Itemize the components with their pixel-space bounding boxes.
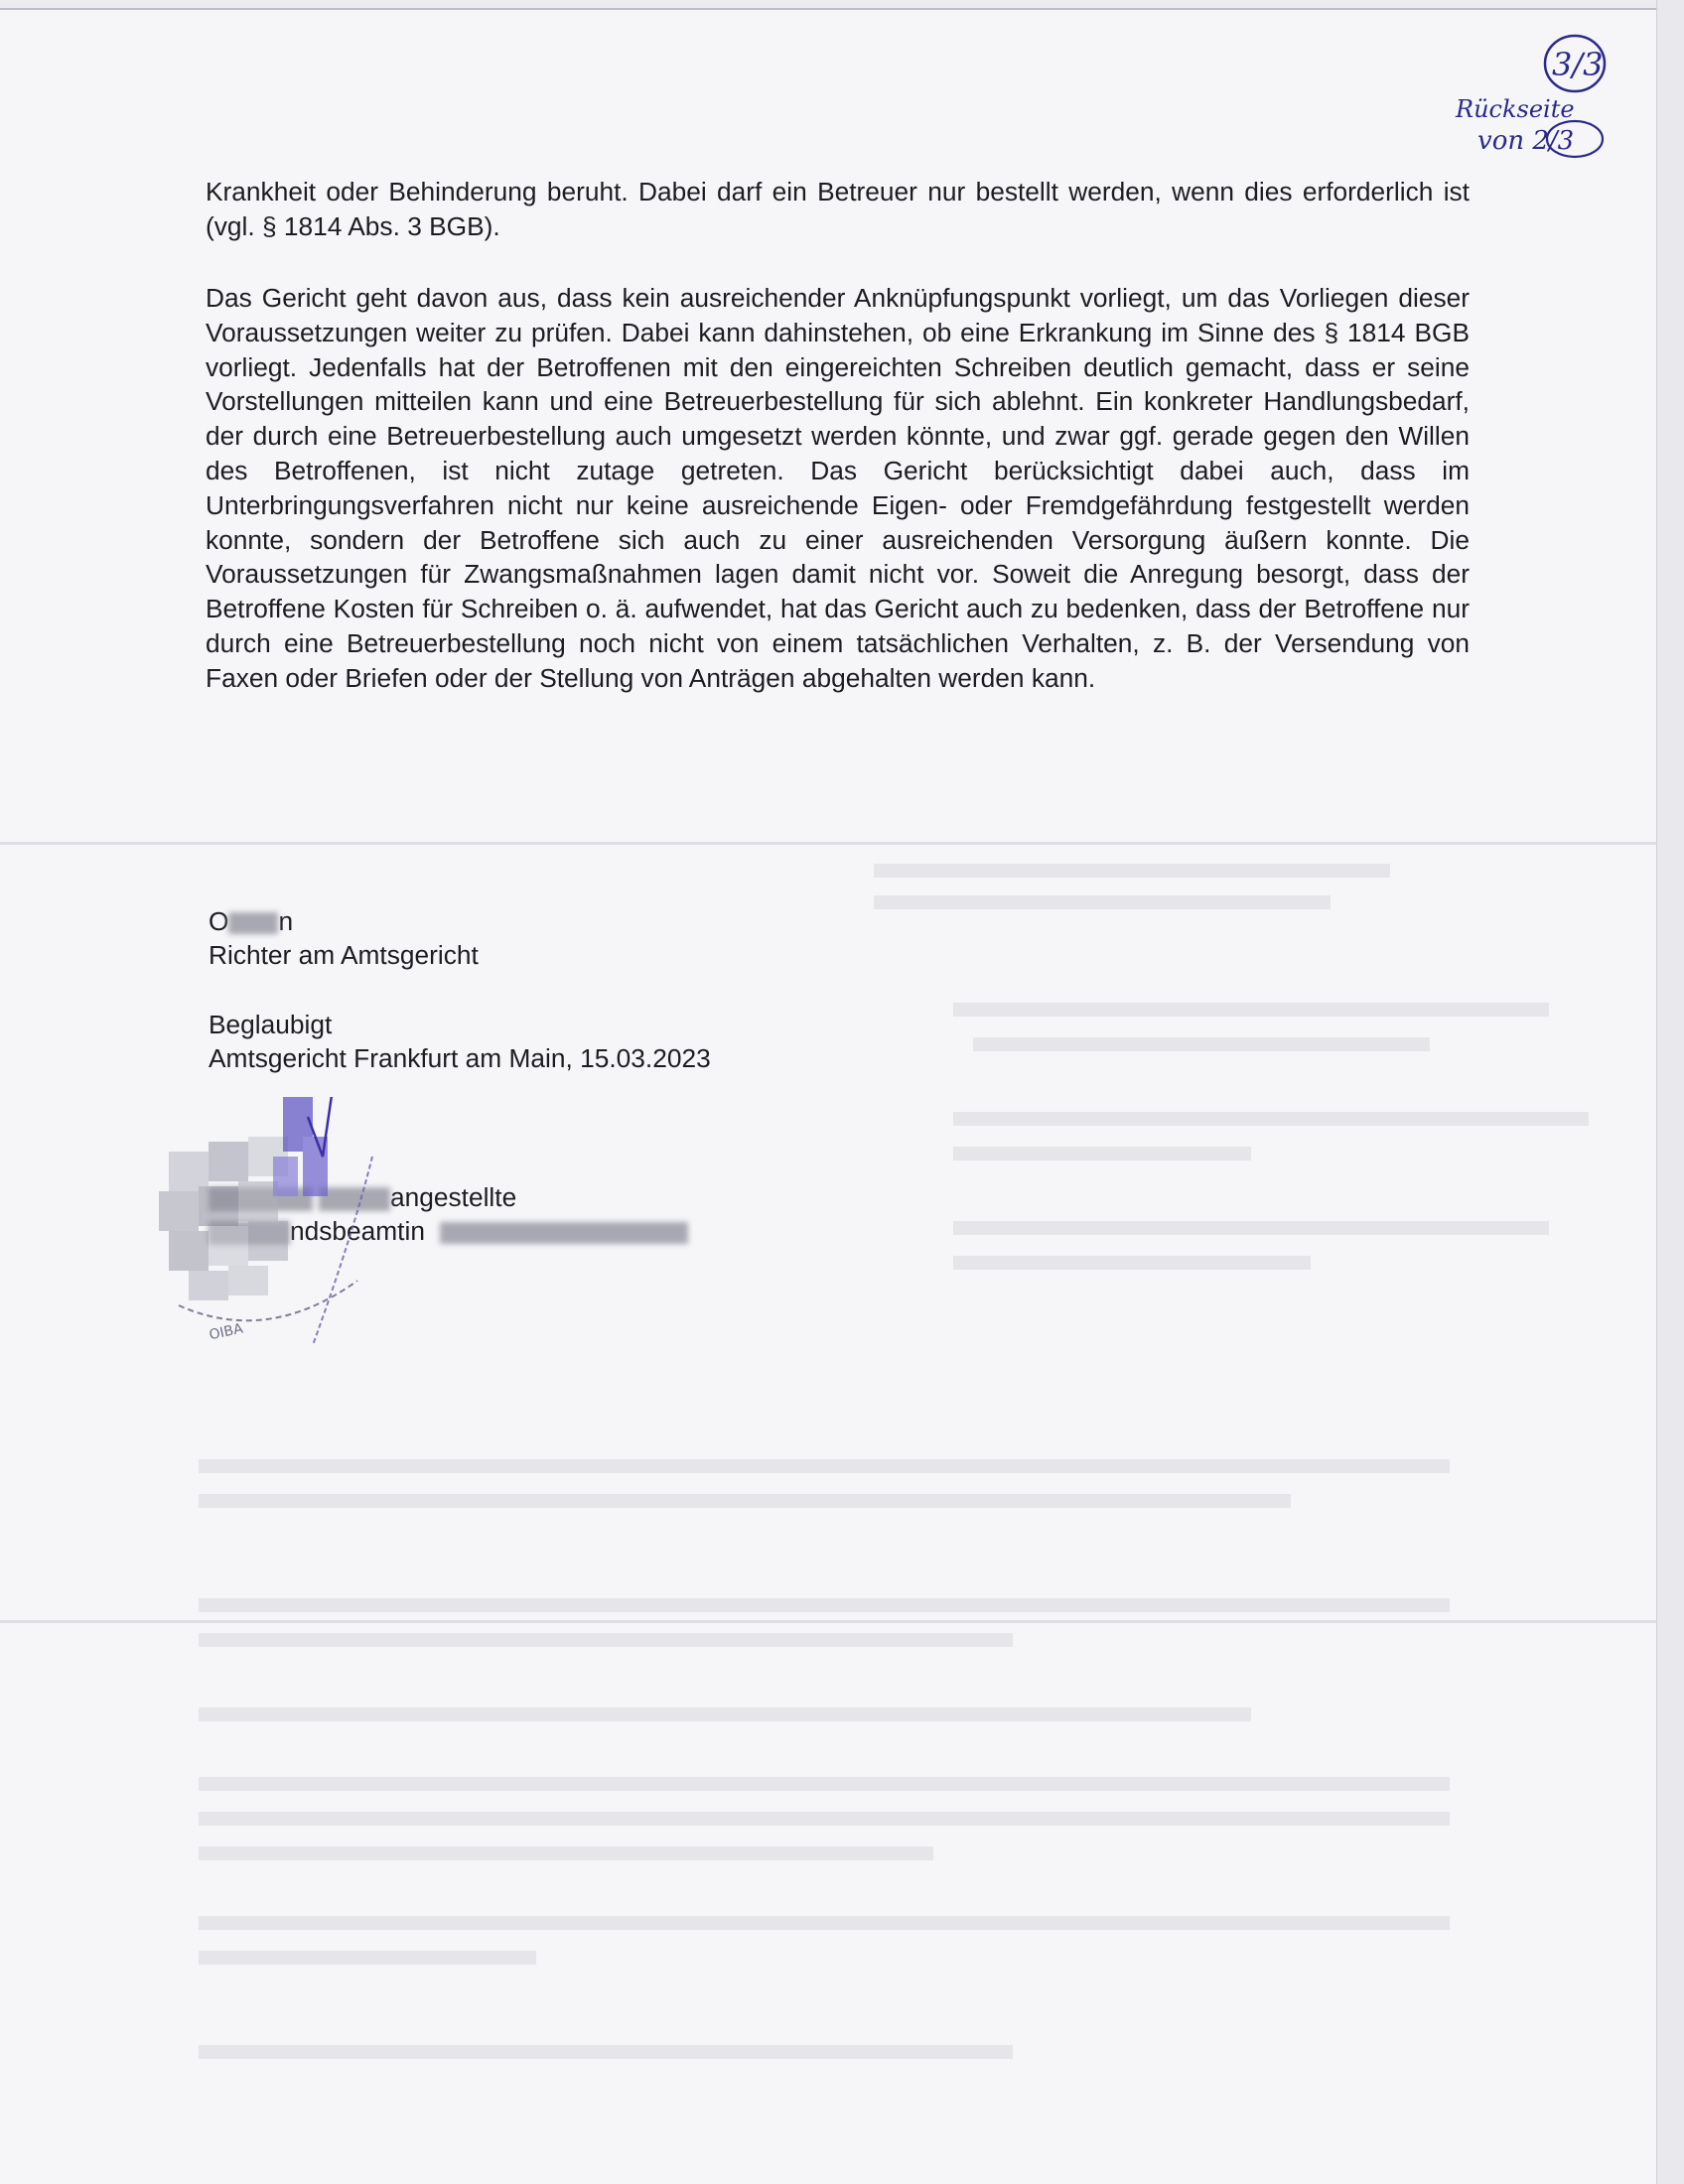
clerk-title-visible: angestellte — [390, 1182, 517, 1212]
handwritten-note-line2: von 2/3 — [1477, 126, 1575, 156]
judge-name-tail: n — [278, 906, 294, 936]
handwritten-page-annotation — [1398, 30, 1616, 159]
body-paragraph-2: Das Gericht geht davon aus, dass kein ausreichender Anknüpfungspunkt vorliegt, um das Vorliegen dieser Voraussetzungen weiter zu prüfen. Dabei kann dahinstehen, ob eine Erkrankung im Sinne des § 1814 BGB vorliegt. Jedenfalls hat der Betroffenen mit den eingereichten Schreiben deutlich gemacht, dass er seine Vorstellungen mitteilen kann und eine Betreuerbestellung für sich ablehnt. Ein konkreter Handlungsbedarf, der durch eine Betreuerbestellung auch umgesetzt werden könnte, und zwar ggf. gerade gegen den Willen des Betroffenen, ist nicht zutage getreten. Das Gericht berücksichtigt dabei auch, dass im Unterbringungsverfahren nicht nur keine ausreichende Eigen- oder Fremdgefährdung festgestellt werden konnte, sondern der Betroffene sich auch zu einer ausreichenden Versorgung äußern konnte. Die Voraussetzungen für Zwangsmaßnahmen lagen damit nicht vor. Soweit die Anregung besorgt, dass der Betroffene Kosten für Schreiben o. ä. aufwendet, hat das Gericht auch zu bedenken, dass der Betroffene nur durch eine Betreuerbestellung noch nicht von einem tatsächlichen Verhalten, z. B. der Versendung von Faxen oder Briefen oder der Stellung von Anträgen abgehalten werden kann. — [206, 283, 1470, 693]
judge-name-initial: O — [209, 906, 229, 936]
certified-label: Beglaubigt — [209, 1010, 333, 1039]
court-and-date: Amtsgericht Frankfurt am Main, 15.03.2023 — [209, 1043, 711, 1073]
bleed-through-texture — [199, 844, 1628, 2134]
clerk-role-visible: ndsbeamtin — [290, 1216, 425, 1246]
stamp-partial-text: OIBA — [208, 1320, 245, 1344]
redaction-block — [228, 912, 278, 934]
body-paragraph-1: Krankheit oder Behinderung beruht. Dabei darf ein Betreuer nur bestellt werden, wenn dies erforderlich ist (vgl. § 1814 Abs. 3 BGB). — [206, 177, 1470, 241]
handwritten-note-line1: Rückseite — [1456, 95, 1575, 123]
court-seal-stamp — [149, 1097, 407, 1355]
page-mark-text: 3/3 — [1552, 46, 1604, 83]
redaction-block — [440, 1222, 688, 1244]
judge-name — [209, 904, 293, 939]
scan-top-edge — [0, 0, 1656, 10]
judge-title: Richter am Amtsgericht — [209, 940, 479, 970]
